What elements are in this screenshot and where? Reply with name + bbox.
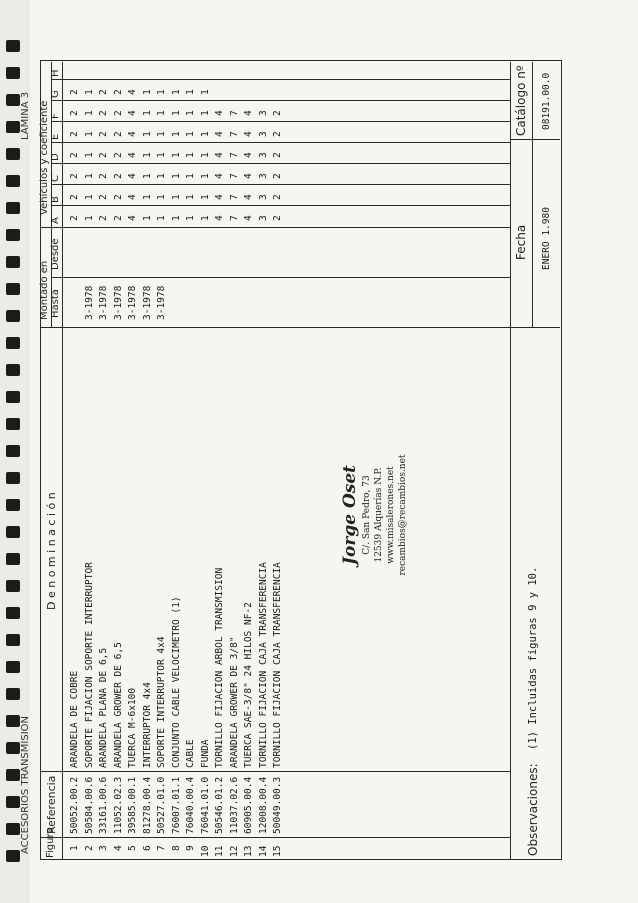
row-coefficient: 1 — [185, 173, 196, 179]
subheader-divider — [51, 62, 52, 328]
row-coefficient: 2 — [112, 152, 124, 158]
row-coefficient: 1 — [170, 110, 182, 116]
col-line-d — [51, 142, 510, 143]
row-coefficient: 2 — [98, 89, 109, 95]
row-coefficient: 3 — [257, 215, 269, 221]
row-coefficient: 7 — [228, 131, 240, 137]
row-figure: 4 — [112, 845, 124, 851]
row-coefficient: 4 — [243, 215, 254, 221]
row-coefficient: 1 — [185, 131, 196, 137]
stamp-line4: recambios@recambios.net — [398, 454, 408, 576]
binding-hole — [6, 445, 20, 457]
row-denomination: SOPORTE FIJACION SOPORTE INTERRUPTOR — [83, 562, 95, 768]
row-coefficient: 4 — [214, 173, 225, 179]
row-coefficient: 1 — [83, 215, 95, 221]
row-coefficient: 1 — [199, 110, 211, 116]
row-coefficient: 1 — [170, 89, 182, 95]
footer-col-line — [510, 139, 560, 140]
row-coefficient: 1 — [156, 173, 167, 179]
row-coefficient: 2 — [272, 194, 283, 200]
row-denomination: INTERRUPTOR 4x4 — [141, 682, 153, 768]
header-desde: Desde — [50, 238, 61, 270]
row-denomination: ARANDELA DE COBRE — [69, 670, 80, 768]
catalogo-label: Catálogo nº — [514, 65, 528, 136]
row-coefficient: 2 — [69, 110, 80, 116]
header-figura: Figura — [45, 827, 56, 858]
binding-hole — [6, 688, 20, 700]
binding-hole — [6, 148, 20, 160]
row-coefficient: 1 — [156, 89, 167, 95]
binding-hole — [6, 202, 20, 214]
vehicle-letter: C — [50, 175, 61, 182]
row-coefficient: 4 — [214, 215, 225, 221]
stamp-line1: C/. San Pedro, 73 — [362, 475, 372, 555]
row-denomination: TUERCA M-6x100 — [127, 687, 138, 768]
row-coefficient: 4 — [127, 110, 138, 116]
footer-divider — [510, 62, 511, 860]
row-figure: 12 — [228, 845, 240, 857]
col-line-a — [51, 205, 510, 206]
row-coefficient: 4 — [127, 131, 138, 137]
row-coefficient: 1 — [83, 194, 95, 200]
row-figure: 9 — [185, 845, 196, 851]
col-line-c — [51, 163, 510, 164]
row-reference: 50049.00.3 — [272, 776, 283, 834]
binding-hole — [6, 229, 20, 241]
row-denomination: ARANDELA GROWER DE 6,5 — [112, 642, 124, 768]
row-coefficient: 1 — [156, 194, 167, 200]
row-figure: 1 — [69, 845, 80, 851]
observaciones-label: Observaciones: — [526, 763, 540, 856]
row-hasta: 3-1978 — [141, 285, 153, 320]
row-denomination: TORNILLO FIJACION CAJA TRANSFERENCIA — [257, 562, 269, 768]
col-line-e — [51, 121, 510, 122]
row-coefficient: 2 — [98, 131, 109, 137]
row-coefficient: 1 — [170, 152, 182, 158]
row-coefficient: 2 — [98, 152, 109, 158]
vehicle-letter: F — [50, 113, 61, 119]
stamp-line3: www.misalerones.net — [386, 466, 396, 564]
row-coefficient: 1 — [185, 215, 196, 221]
row-coefficient: 1 — [199, 131, 211, 137]
row-coefficient: 3 — [257, 194, 269, 200]
parts-sheet — [20, 60, 600, 860]
row-coefficient: 1 — [141, 89, 153, 95]
row-coefficient: 3 — [257, 110, 269, 116]
row-reference: 12008.00.4 — [257, 776, 269, 834]
row-coefficient: 1 — [199, 194, 211, 200]
binding-hole — [6, 607, 20, 619]
row-coefficient: 1 — [83, 89, 95, 95]
row-coefficient: 2 — [69, 131, 80, 137]
row-reference: 33161.00.6 — [98, 776, 109, 834]
row-denomination: CONJUNTO CABLE VELOCIMETRO (1) — [170, 596, 182, 768]
row-figure: 2 — [83, 845, 95, 851]
row-figure: 13 — [243, 845, 254, 857]
vehicle-letter: H — [50, 69, 61, 77]
row-coefficient: 2 — [112, 194, 124, 200]
header-montado: Montado en — [39, 260, 50, 320]
binding-hole — [6, 580, 20, 592]
row-figure: 8 — [170, 845, 182, 851]
row-coefficient: 4 — [127, 173, 138, 179]
row-denomination: TORNILLO FIJACION ARBOL TRANSMISION — [214, 567, 225, 768]
row-coefficient: 1 — [185, 152, 196, 158]
fecha-label: Fecha — [514, 224, 528, 260]
row-coefficient: 2 — [272, 173, 283, 179]
footer-inner-divider — [532, 62, 533, 328]
row-coefficient: 4 — [127, 152, 138, 158]
row-hasta: 3-1978 — [98, 285, 109, 320]
binding-hole — [6, 526, 20, 538]
row-coefficient: 1 — [199, 173, 211, 179]
binding-hole — [6, 499, 20, 511]
binding-hole — [6, 796, 20, 808]
row-reference: 76007.01.1 — [170, 776, 182, 834]
row-coefficient: 7 — [228, 152, 240, 158]
row-reference: 50584.00.6 — [83, 776, 95, 834]
binding-hole — [6, 337, 20, 349]
stamp-line2: 12539 Alquerías N.P. — [374, 467, 384, 563]
row-coefficient: 7 — [228, 173, 240, 179]
row-coefficient: 2 — [112, 173, 124, 179]
row-coefficient: 1 — [199, 215, 211, 221]
binding-hole — [6, 715, 20, 727]
row-coefficient: 1 — [83, 110, 95, 116]
row-coefficient: 2 — [69, 152, 80, 158]
row-coefficient: 4 — [214, 110, 225, 116]
row-coefficient: 2 — [69, 194, 80, 200]
row-denomination: CABLE — [185, 739, 196, 768]
row-coefficient: 3 — [257, 131, 269, 137]
catalogo-value: 08191.00.0 — [541, 72, 552, 130]
row-coefficient: 2 — [69, 89, 80, 95]
binding-hole — [6, 121, 20, 133]
row-coefficient: 1 — [170, 194, 182, 200]
col-line-desc — [40, 327, 560, 328]
row-coefficient: 2 — [69, 215, 80, 221]
row-denomination: TORNILLO FIJACION CAJA TRANSFERENCIA — [272, 562, 283, 768]
row-hasta: 3-1978 — [156, 285, 167, 320]
row-coefficient: 2 — [272, 131, 283, 137]
row-coefficient: 2 — [272, 110, 283, 116]
binding-hole — [6, 40, 20, 52]
row-coefficient: 1 — [141, 110, 153, 116]
row-coefficient: 7 — [228, 194, 240, 200]
plate-number: LAMINA 3 — [20, 91, 31, 140]
row-denomination: SOPORTE INTERRUPTOR 4x4 — [156, 636, 167, 768]
binding-hole — [6, 94, 20, 106]
row-reference: 76040.00.4 — [185, 776, 196, 834]
binding-hole — [6, 823, 20, 835]
row-coefficient: 4 — [243, 173, 254, 179]
row-figure: 10 — [199, 845, 211, 857]
col-line-hasta — [51, 277, 510, 278]
header-denominacion: D e n o m i n a c i ó n — [45, 492, 58, 610]
row-coefficient: 1 — [83, 131, 95, 137]
header-hasta: Hasta — [50, 289, 61, 318]
row-coefficient: 2 — [98, 194, 109, 200]
row-figure: 5 — [127, 845, 138, 851]
row-reference: 50546.01.2 — [214, 776, 225, 834]
row-coefficient: 4 — [243, 131, 254, 137]
binding-hole — [6, 472, 20, 484]
row-coefficient: 1 — [83, 173, 95, 179]
row-coefficient: 1 — [185, 110, 196, 116]
row-coefficient: 1 — [141, 194, 153, 200]
vehicle-letter: E — [50, 133, 61, 140]
row-coefficient: 2 — [112, 89, 124, 95]
binding-hole — [6, 742, 20, 754]
binding-hole — [6, 850, 20, 862]
row-coefficient: 2 — [272, 152, 283, 158]
row-coefficient: 4 — [127, 194, 138, 200]
binding-hole — [6, 175, 20, 187]
row-hasta: 3-1978 — [112, 285, 124, 320]
header-divider — [62, 62, 63, 860]
vehicle-letter: G — [50, 90, 61, 98]
binding-hole — [6, 634, 20, 646]
row-coefficient: 2 — [69, 173, 80, 179]
row-coefficient: 1 — [156, 215, 167, 221]
col-line-g — [51, 79, 510, 80]
col-line-figura — [40, 837, 510, 838]
row-figure: 7 — [156, 845, 167, 851]
row-coefficient: 1 — [141, 215, 153, 221]
row-coefficient: 4 — [127, 89, 138, 95]
binding-hole — [6, 553, 20, 565]
row-figure: 15 — [272, 845, 283, 857]
row-coefficient: 1 — [170, 131, 182, 137]
header-referencia: Referencia — [45, 775, 58, 834]
binding-hole — [6, 310, 20, 322]
row-coefficient: 2 — [98, 110, 109, 116]
stamp-name: Jorge Oset — [340, 465, 360, 566]
row-coefficient: 1 — [199, 89, 211, 95]
row-coefficient: 4 — [127, 215, 138, 221]
row-coefficient: 4 — [214, 194, 225, 200]
row-denomination: TUERCA SAE-3/8" 24 HILOS NF-2 — [243, 602, 254, 768]
binding-hole — [6, 364, 20, 376]
row-coefficient: 2 — [112, 131, 124, 137]
row-coefficient: 1 — [199, 152, 211, 158]
fecha-value: ENERO 1.980 — [541, 207, 552, 270]
row-coefficient: 4 — [214, 131, 225, 137]
row-coefficient: 1 — [156, 110, 167, 116]
row-coefficient: 7 — [228, 215, 240, 221]
header-vehiculos: Vehículos y coeficiente — [39, 100, 50, 215]
vehicle-letter: A — [50, 217, 61, 224]
row-coefficient: 1 — [185, 89, 196, 95]
row-coefficient: 2 — [98, 215, 109, 221]
row-coefficient: 1 — [156, 152, 167, 158]
row-reference: 11037.02.6 — [228, 776, 240, 834]
row-coefficient: 1 — [185, 194, 196, 200]
col-line-b — [51, 184, 510, 185]
row-coefficient: 2 — [98, 173, 109, 179]
binding-hole — [6, 661, 20, 673]
row-figure: 14 — [257, 845, 269, 857]
row-coefficient: 1 — [156, 131, 167, 137]
row-coefficient: 4 — [243, 194, 254, 200]
binding-hole — [6, 67, 20, 79]
vehicle-letter: B — [50, 196, 61, 203]
row-coefficient: 1 — [170, 215, 182, 221]
row-coefficient: 2 — [112, 110, 124, 116]
row-coefficient: 2 — [112, 215, 124, 221]
row-denomination: FUNDA — [199, 739, 211, 768]
col-line-desde — [40, 227, 510, 228]
binding-hole — [6, 769, 20, 781]
binding-hole — [6, 283, 20, 295]
col-line-f — [51, 100, 510, 101]
row-reference: 39585.00.1 — [127, 776, 138, 834]
row-hasta: 3-1978 — [83, 285, 95, 320]
row-coefficient: 3 — [257, 152, 269, 158]
row-reference: 76041.01.0 — [199, 776, 211, 834]
row-coefficient: 2 — [272, 215, 283, 221]
observaciones-text: (1) Incluidas figuras 9 y 10. — [527, 566, 539, 750]
row-coefficient: 1 — [170, 173, 182, 179]
row-coefficient: 1 — [141, 173, 153, 179]
row-coefficient: 1 — [83, 152, 95, 158]
binding-hole — [6, 418, 20, 430]
row-coefficient: 4 — [243, 110, 254, 116]
row-figure: 11 — [214, 845, 225, 857]
row-coefficient: 3 — [257, 173, 269, 179]
row-coefficient: 1 — [141, 131, 153, 137]
row-reference: 11052.02.3 — [112, 776, 124, 834]
row-reference: 81278.00.4 — [141, 776, 153, 834]
binding-hole — [6, 391, 20, 403]
binding-hole — [6, 256, 20, 268]
row-denomination: ARANDELA PLANA DE 6,5 — [98, 647, 109, 768]
row-figure: 6 — [141, 845, 153, 851]
row-coefficient: 1 — [141, 152, 153, 158]
row-coefficient: 7 — [228, 110, 240, 116]
row-hasta: 3-1978 — [127, 285, 138, 320]
row-reference: 50527.01.0 — [156, 776, 167, 834]
section-title: ACCESORIOS TRANSMISION — [20, 715, 31, 854]
row-reference: 60905.00.4 — [243, 776, 254, 834]
row-coefficient: 4 — [243, 152, 254, 158]
row-denomination: ARANDELA GROWER DE 3/8" — [228, 636, 240, 768]
row-coefficient: 4 — [214, 152, 225, 158]
col-line-ref — [40, 771, 510, 772]
row-figure: 3 — [98, 845, 109, 851]
row-reference: 50052.00.2 — [69, 776, 80, 834]
vehicle-letter: D — [50, 153, 61, 161]
